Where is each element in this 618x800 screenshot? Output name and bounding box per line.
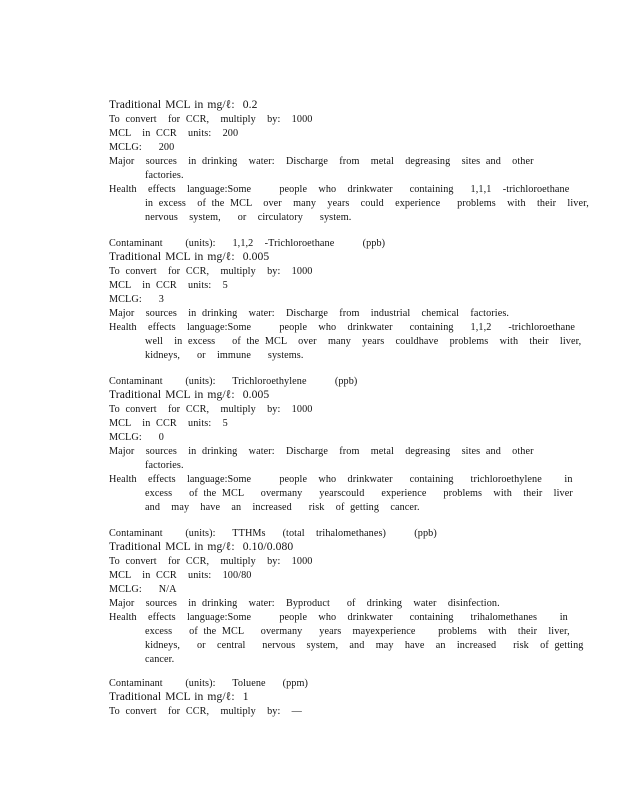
health-effects: Health effects language:Some people who drinkwater containing trichloroethylene in xyxy=(109,474,573,485)
convert-factor: To convert for CCR, multiply by: 1000 xyxy=(109,404,313,415)
mcl-ccr-units: MCL in CCR units: 5 xyxy=(109,280,228,291)
traditional-mcl: Traditional MCL in mg/ℓ: 0.005 xyxy=(109,250,270,263)
contaminant-name: Contaminant (units): Trichloroethylene (ppb) xyxy=(109,376,358,387)
health-effects-cont: cancer. xyxy=(145,654,175,665)
convert-factor: To convert for CCR, multiply by: 1000 xyxy=(109,266,313,277)
health-effects-cont: well in excess of the MCL over many years couldhave problems with their liver, xyxy=(145,336,582,347)
convert-factor: To convert for CCR, multiply by: — xyxy=(109,706,302,717)
health-effects: Health effects language:Some people who drinkwater containing 1,1,1 -trichloroethane xyxy=(109,184,570,195)
contaminant-name: Contaminant (units): Toluene (ppm) xyxy=(109,678,309,689)
health-effects: Health effects language:Some people who drinkwater containing 1,1,2 -trichloroethane xyxy=(109,322,576,333)
major-sources: Major sources in drinking water: Byproduct of drinking water disinfection. xyxy=(109,598,500,609)
convert-factor: To convert for CCR, multiply by: 1000 xyxy=(109,114,313,125)
mcl-ccr-units: MCL in CCR units: 100/80 xyxy=(109,570,252,581)
convert-factor: To convert for CCR, multiply by: 1000 xyxy=(109,556,313,567)
health-effects-cont: kidneys, or immune systems. xyxy=(145,350,304,361)
mclg: MCLG: N/A xyxy=(109,584,177,595)
health-effects-cont: nervous system, or circulatory system. xyxy=(145,212,352,223)
health-effects-cont: kidneys, or central nervous system, and may have an increased risk of getting xyxy=(145,640,584,651)
health-effects-cont: and may have an increased risk of getting cancer. xyxy=(145,502,420,513)
major-sources-cont: factories. xyxy=(145,170,184,181)
mclg: MCLG: 0 xyxy=(109,432,164,443)
health-effects-cont: excess of the MCL overmany years mayexperience problems with their liver, xyxy=(145,626,570,637)
mcl-ccr-units: MCL in CCR units: 200 xyxy=(109,128,239,139)
major-sources: Major sources in drinking water: Discharge from metal degreasing sites and other xyxy=(109,156,534,167)
health-effects-cont: in excess of the MCL over many years could experience problems with their liver, xyxy=(145,198,589,209)
mcl-ccr-units: MCL in CCR units: 5 xyxy=(109,418,228,429)
traditional-mcl: Traditional MCL in mg/ℓ: 0.2 xyxy=(109,98,258,111)
major-sources-cont: factories. xyxy=(145,460,184,471)
traditional-mcl: Traditional MCL in mg/ℓ: 1 xyxy=(109,690,249,703)
health-effects-cont: excess of the MCL overmany yearscould experience problems with their liver xyxy=(145,488,573,499)
mclg: MCLG: 3 xyxy=(109,294,164,305)
contaminant-name: Contaminant (units): 1,1,2 -Trichloroethane (ppb) xyxy=(109,238,386,249)
traditional-mcl: Traditional MCL in mg/ℓ: 0.005 xyxy=(109,388,270,401)
mclg: MCLG: 200 xyxy=(109,142,175,153)
major-sources: Major sources in drinking water: Discharge from metal degreasing sites and other xyxy=(109,446,534,457)
health-effects: Health effects language:Some people who drinkwater containing trihalomethanes in xyxy=(109,612,568,623)
traditional-mcl: Traditional MCL in mg/ℓ: 0.10/0.080 xyxy=(109,540,294,553)
major-sources: Major sources in drinking water: Discharge from industrial chemical factories. xyxy=(109,308,510,319)
contaminant-name: Contaminant (units): TTHMs (total trihalomethanes) (ppb) xyxy=(109,528,437,539)
